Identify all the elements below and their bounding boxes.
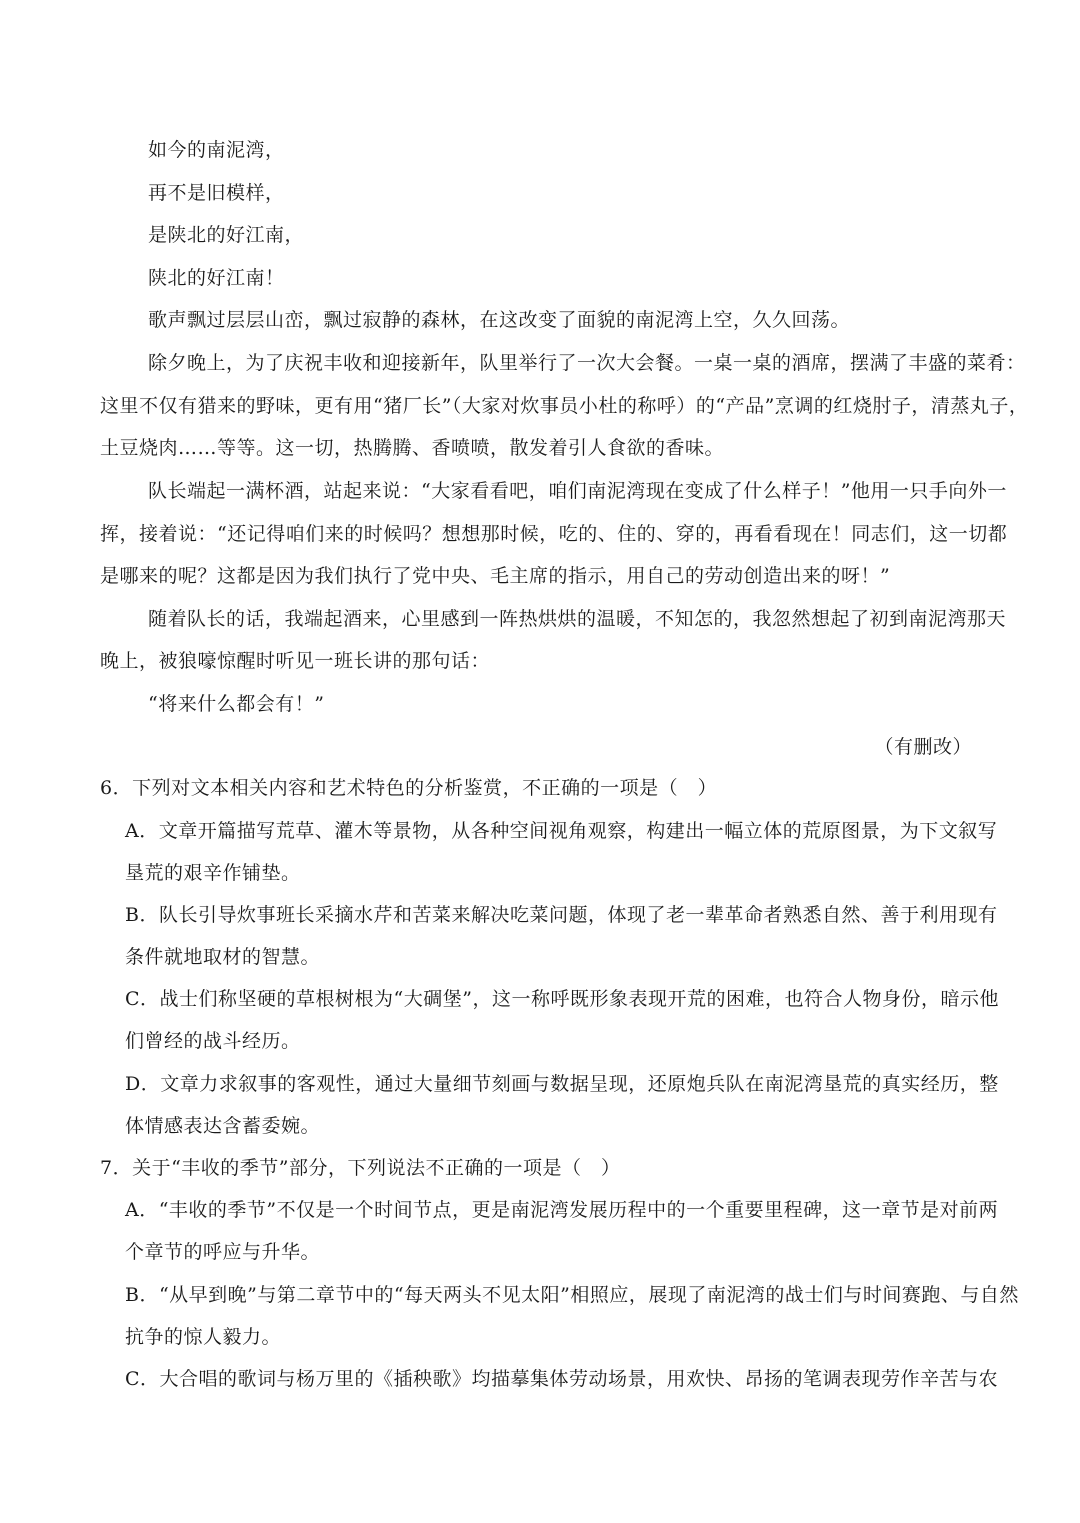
question-7-option-c: C．大合唱的歌词与杨万里的《插秧歌》均描摹集体劳动场景，用欢快、昂扬的笔调表现劳作辛苦与农	[125, 1368, 999, 1390]
question-6-option-c-cont: 们曾经的战斗经历。	[125, 1030, 301, 1052]
poem-line: 陕北的好江南！	[148, 267, 285, 289]
paragraph-line: 挥，接着说：“还记得咱们来的时候吗？想想那时候，吃的、住的、穿的，再看看现在！同志们，这一切都	[100, 523, 1008, 545]
question-7-option-a: A．“丰收的季节”不仅是一个时间节点，更是南泥湾发展历程中的一个重要里程碑，这一章节是对前两	[125, 1199, 999, 1221]
question-6-option-b-cont: 条件就地取材的智慧。	[125, 946, 321, 968]
source-note: （有删改）	[874, 736, 972, 758]
question-7-option-b: B．“从早到晚”与第二章节中的“每天两头不见太阳”相照应，展现了南泥湾的战士们与时间赛跑、与自然	[125, 1284, 1019, 1306]
poem-line: 是陕北的好江南，	[148, 224, 305, 246]
question-6-option-b: B．队长引导炊事班长采摘水芹和苦菜来解决吃菜问题，体现了老一辈革命者熟悉自然、善于利用现有	[125, 904, 998, 926]
question-7-stem: 7．关于“丰收的季节”部分，下列说法不正确的一项是（ ）	[100, 1157, 621, 1179]
question-7-option-a-cont: 个章节的呼应与升华。	[125, 1241, 321, 1263]
paragraph-line: 这里不仅有猎来的野味，更有用“猪厂长”（大家对炊事员小杜的称呼）的“产品”烹调的红烧肘子，清蒸丸子，	[100, 395, 1029, 417]
paragraph-line: 晚上，被狼嚎惊醒时听见一班长讲的那句话：	[100, 650, 491, 672]
question-6-option-a-cont: 垦荒的艰辛作铺垫。	[125, 862, 301, 884]
paragraph-line: 是哪来的呢？这都是因为我们执行了党中央、毛主席的指示，用自己的劳动创造出来的呀！”	[100, 565, 891, 587]
question-6-option-d: D．文章力求叙事的客观性，通过大量细节刻画与数据呈现，还原炮兵队在南泥湾垦荒的真实经历，整	[125, 1073, 999, 1095]
paragraph-line: 除夕晚上，为了庆祝丰收和迎接新年，队里举行了一次大会餐。一桌一桌的酒席，摆满了丰盛的菜肴：	[148, 352, 1026, 374]
question-6-option-c: C．战士们称坚硬的草根树根为“大碉堡”，这一称呼既形象表现开荒的困难，也符合人物身份，暗示他	[125, 988, 999, 1010]
poem-line: 如今的南泥湾，	[148, 139, 285, 161]
paragraph-line: 土豆烧肉……等等。这一切，热腾腾、香喷喷，散发着引人食欲的香味。	[100, 437, 725, 459]
question-6-option-a: A．文章开篇描写荒草、灌木等景物，从各种空间视角观察，构建出一幅立体的荒原图景，为下文叙写	[125, 820, 998, 842]
question-6-option-d-cont: 体情感表达含蓄委婉。	[125, 1115, 321, 1137]
paragraph-line: 随着队长的话，我端起酒来，心里感到一阵热烘烘的温暖，不知怎的，我忽然想起了初到南泥湾那天	[148, 608, 1007, 630]
paragraph-line: 队长端起一满杯酒，站起来说：“大家看看吧，咱们南泥湾现在变成了什么样子！”他用一只手向外一	[148, 480, 1007, 502]
question-7-option-b-cont: 抗争的惊人毅力。	[125, 1326, 282, 1348]
poem-line: 再不是旧模样，	[148, 182, 285, 204]
question-6-stem: 6．下列对文本相关内容和艺术特色的分析鉴赏，不正确的一项是（ ）	[100, 777, 718, 799]
paragraph-line: 歌声飘过层层山峦，飘过寂静的森林，在这改变了面貌的南泥湾上空，久久回荡。	[148, 309, 851, 331]
paragraph-line: “将来什么都会有！”	[148, 693, 325, 715]
